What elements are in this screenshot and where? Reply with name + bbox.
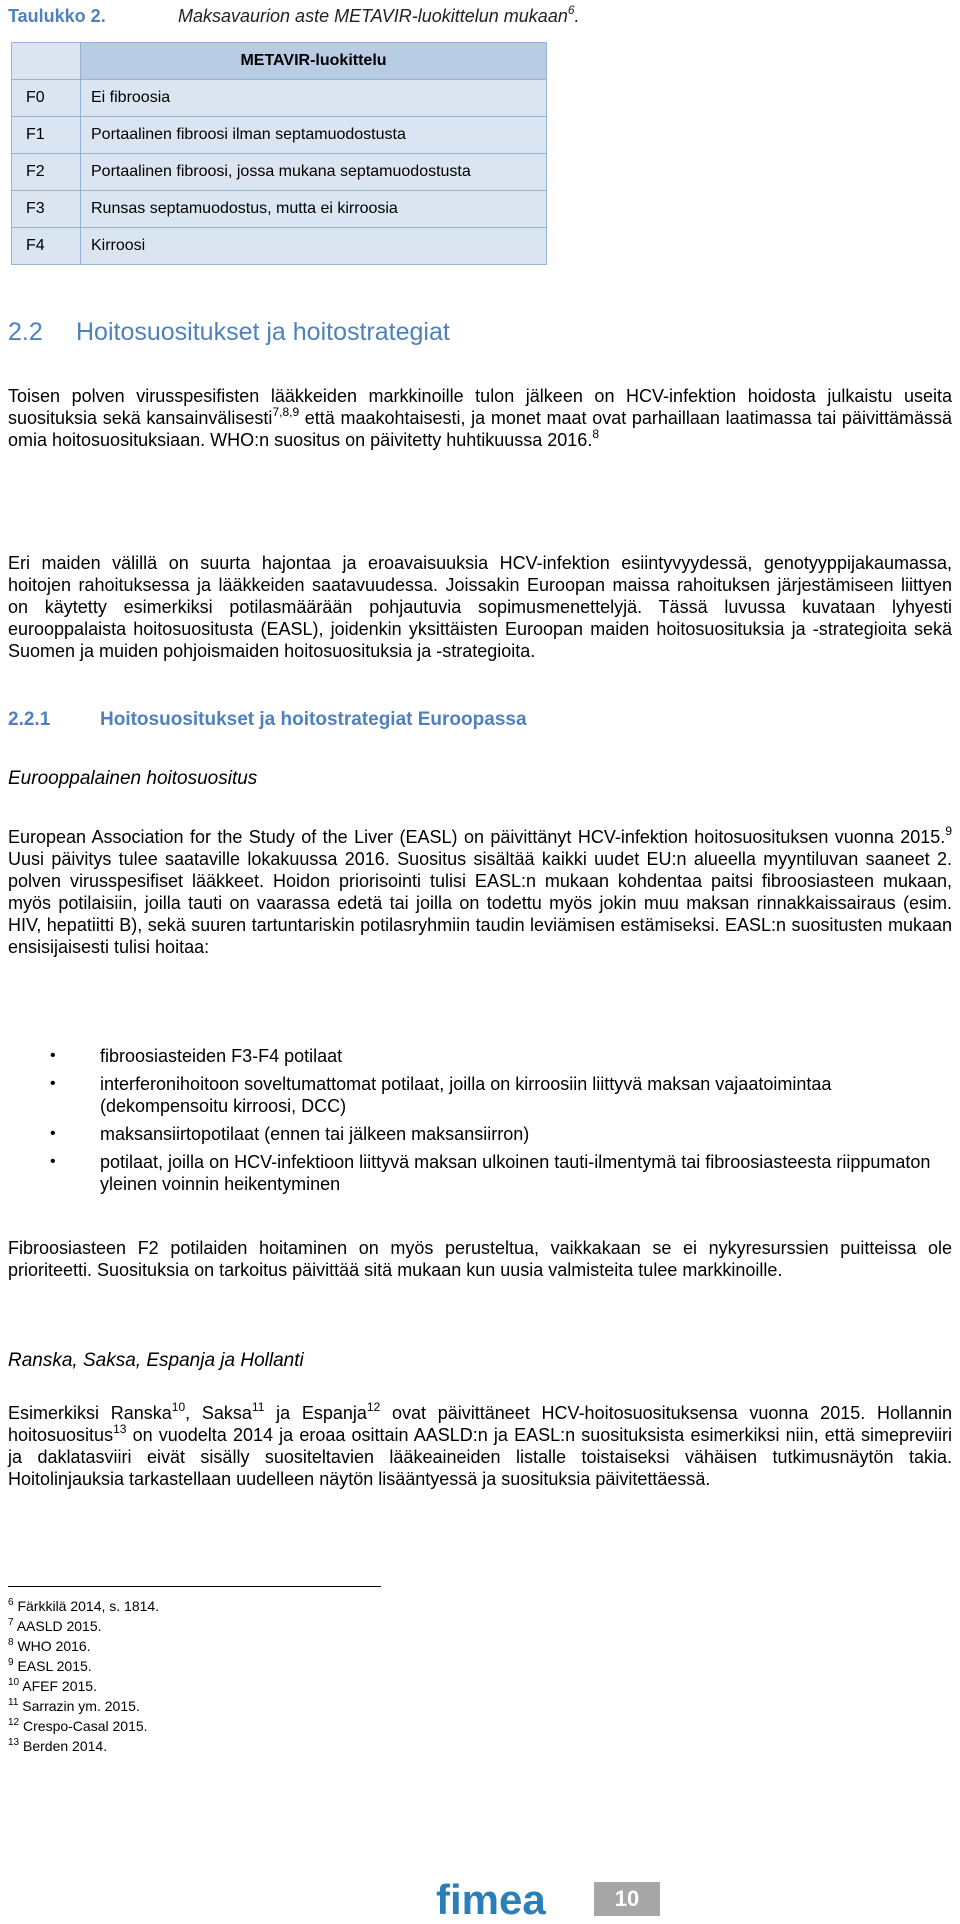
- table-cell-desc: Portaalinen fibroosi ilman septamuodostusta: [81, 117, 547, 154]
- subheading-countries: Ranska, Saksa, Espanja ja Hollanti: [8, 1350, 304, 1371]
- subsection-heading: [8, 709, 527, 731]
- table-cell-code: F4: [12, 228, 81, 265]
- table-cell-desc: Portaalinen fibroosi, jossa mukana septamuodostusta: [81, 154, 547, 191]
- table-row: [12, 117, 547, 154]
- logo-text: fimea: [436, 1878, 546, 1922]
- list-item: • maksansiirtopotilaat (ennen tai jälkeen maksansiirron): [50, 1124, 530, 1144]
- subsection-number: 2.2.1: [8, 709, 51, 730]
- footnote-divider: [8, 1586, 381, 1587]
- subsection-title: Hoitosuositukset ja hoitostrategiat Euroopassa: [100, 709, 527, 730]
- table-row: [12, 191, 547, 228]
- table-caption-text: Maksavaurion aste METAVIR-luokittelun mukaan: [178, 6, 568, 26]
- fimea-logo: [436, 1878, 566, 1922]
- footnote: $^{13}$ Berden 2014.: [8, 1737, 108, 1754]
- footnote: $^8$ WHO 2016.: [8, 1637, 91, 1654]
- table-number: Taulukko 2.: [8, 6, 106, 26]
- table-cell-desc: Runsas septamuodostus, mutta ei kirroosia: [81, 191, 547, 228]
- table-cell-desc: Ei fibroosia: [81, 80, 547, 117]
- paragraph-4: Fibroosiasteen F2 potilaiden hoitaminen on myös perusteltua, vaikkakaan se ei nykyresurssien puitteissa ole prioriteetti. Suosituksia on tarkoitus päivittää sitä mukaan kun uusia valmisteita tulee markkinoille.: [8, 1238, 952, 1280]
- footnotes: [8, 1596, 159, 1756]
- table-row: [12, 80, 547, 117]
- table-row: [12, 154, 547, 191]
- table-caption-ref: 6: [567, 3, 575, 17]
- table-cell-code: F1: [12, 117, 81, 154]
- table-cell-code: F3: [12, 191, 81, 228]
- list-item: • potilaat, joilla on HCV-infektioon liittyvä maksan ulkoinen tauti-ilmentymä tai fibroosiasteesta riippumaton yleinen voinnin heikentyminen: [50, 1152, 931, 1194]
- footnote: $^9$ EASL 2015.: [8, 1657, 92, 1674]
- page-number: 10: [594, 1882, 660, 1916]
- footnote-ref: 8: [592, 427, 600, 441]
- section-number: 2.2: [8, 318, 43, 346]
- footnote-ref: 13: [113, 1422, 127, 1436]
- footnote-ref: 11: [251, 1400, 265, 1414]
- bullet-icon: •: [50, 1153, 56, 1170]
- paragraph-3: European Association for the Study of the Liver (EASL) on päivittänyt HCV-infektion hoitosuosituksen vuonna 2015.$^9$ Uusi päivitys tulee saataville lokakuussa 2016. Suositus sisältää kaikki uudet EU:n alueella myyntiluvan saaneet 2. polven virusspesifiset lääkkeet. Hoidon priorisointi tulisi EASL:n mukaan kohdentaa paitsi fibroosiasteen mukaan, myös potilaisiin, joilla tauti on vaarassa edetä tai joilla on todettu myös jokin muu maksan rinnakkaissairaus (esim. HIV, hepatiitti B), sekä suuren tartuntariskin potilasryhmiin taudin leviämisen estämiseksi. EASL:n suositusten mukaan ensisijaisesti tulisi hoitaa:: [8, 824, 952, 957]
- table-row: [12, 228, 547, 265]
- bullet-icon: •: [50, 1125, 56, 1142]
- footnote-ref: 9: [945, 824, 952, 838]
- metavir-table: [11, 42, 547, 265]
- footnote: $^{12}$ Crespo-Casal 2015.: [8, 1717, 148, 1734]
- table-cell-code: F0: [12, 80, 81, 117]
- footnote: $^7$ AASLD 2015.: [8, 1617, 102, 1634]
- list-item: • fibroosiasteiden F3-F4 potilaat: [50, 1046, 343, 1066]
- metavir-table-header: METAVIR-luokittelu: [81, 43, 547, 80]
- footnote-ref: 12: [366, 1400, 381, 1414]
- paragraph-5: Esimerkiksi Ranska$^{10}$, Saksa$^{11}$ ja Espanja$^{12}$ ovat päivittäneet HCV-hoitosuosituksensa vuonna 2015. Hollannin hoitosuositus$^{13}$ on vuodelta 2014 ja eroaa osittain AASLD:n ja EASL:n suosituksista esimerkiksi niin, että simepreviiri ja daklatasviiri eivät sisälly suositeltavien lääkeaineiden listalle toistaiseksi vähäisen tutkimusnäytön takia. Hoitolinjauksia tarkastellaan uudelleen näytön lisääntyessä ja suosituksia päivitettäessä.: [8, 1400, 953, 1489]
- footnote-ref: 10: [171, 1400, 186, 1414]
- table-cell-desc: Kirroosi: [81, 228, 547, 265]
- list-item: • interferonihoitoon soveltumattomat potilaat, joilla on kirroosiin liittyvä maksan vajaatoimintaa (dekompensoitu kirroosi, DCC): [50, 1074, 832, 1116]
- footnote-ref: 7,8,9: [272, 405, 300, 419]
- priority-list: [8, 1045, 952, 1201]
- subheading-european: Eurooppalainen hoitosuositus: [8, 768, 258, 789]
- paragraph-2: Eri maiden välillä on suurta hajontaa ja eroavaisuuksia HCV-infektion esiintyvyydessä, genotyyppijakaumassa, hoitojen rahoituksessa ja lääkkeiden saatavuudessa. Joissakin Euroopan maissa rahoituksen järjestämiseen liittyen on käytetty esimerkiksi potilasmäärään pohjautuvia sopimusmenettelyjä. Tässä luvussa kuvataan lyhyesti eurooppalaista hoitosuositusta (EASL), joidenkin yksittäisten Euroopan maiden hoitosuosituksia ja -strategioita sekä Suomen ja muiden pohjoismaiden hoitosuosituksia ja -strategioita.: [8, 553, 952, 661]
- bullet-icon: •: [50, 1047, 56, 1064]
- section-heading: [8, 318, 450, 347]
- table-caption: Taulukko 2. Maksavaurion aste METAVIR-luokittelun mukaan$^6$.: [8, 3, 580, 26]
- footnote: $^6$ Färkkilä 2014, s. 1814.: [8, 1597, 160, 1614]
- footnote: $^{10}$ AFEF 2015.: [8, 1677, 97, 1694]
- section-title: Hoitosuositukset ja hoitostrategiat: [76, 318, 450, 346]
- footnote: $^{11}$ Sarrazin ym. 2015.: [8, 1697, 140, 1714]
- paragraph-1: Toisen polven virusspesifisten lääkkeiden markkinoille tulon jälkeen on HCV-infektion hoidosta julkaistu useita suosituksia sekä kansainvälisesti$^{7,8,9}$ että maakohtaisesti, ja monet maat ovat parhaillaan laatimassa tai päivittämässä omia hoitosuosituksiaan. WHO:n suositus on päivitetty huhtikuussa 2016.$^8$: [8, 386, 952, 450]
- table-cell-code: F2: [12, 154, 81, 191]
- bullet-icon: •: [50, 1075, 56, 1092]
